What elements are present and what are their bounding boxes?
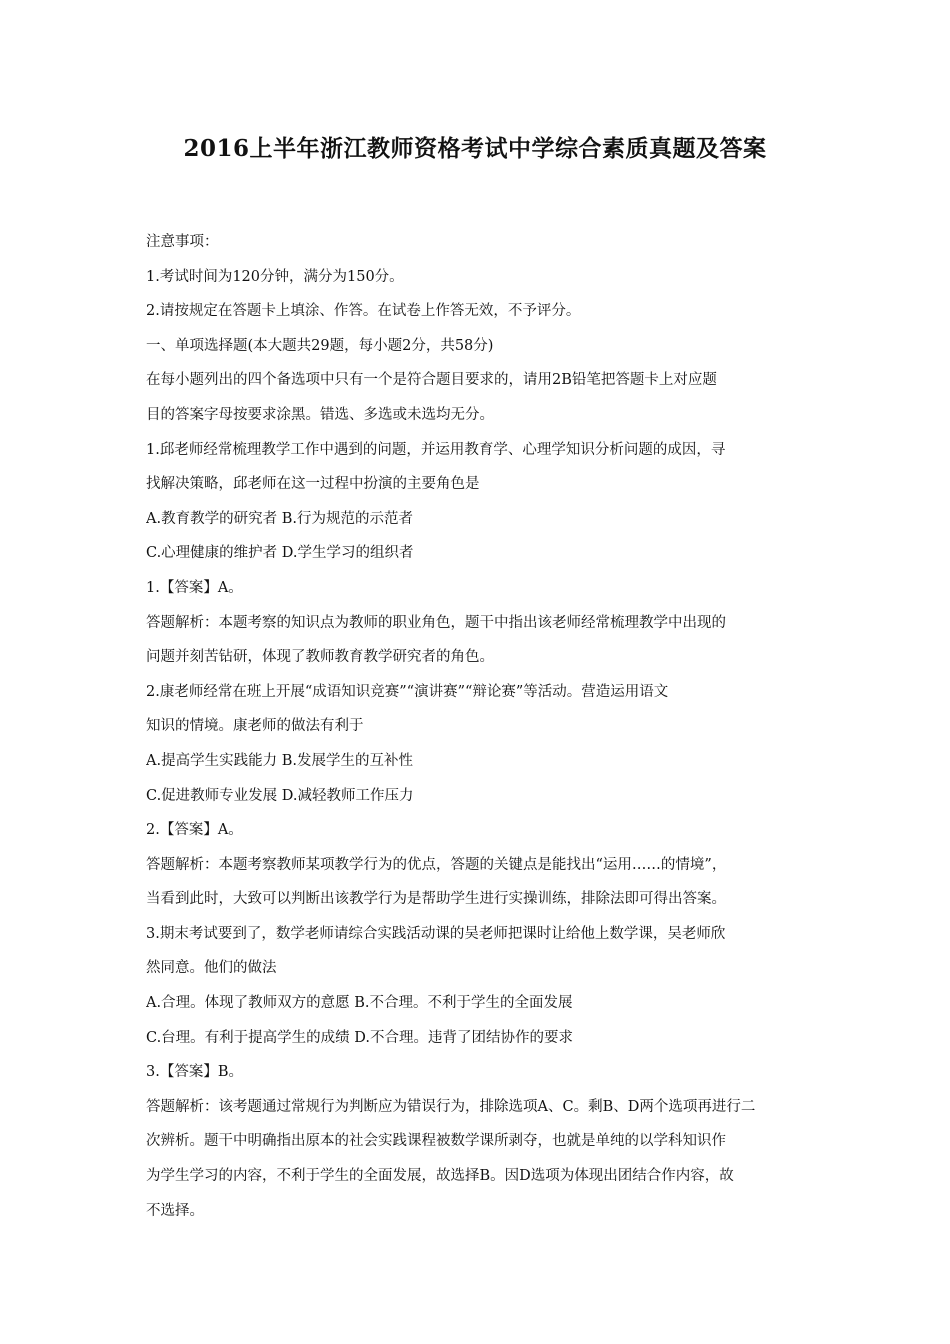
question-3-explanation: 不选择。	[146, 1202, 204, 1219]
section-instruction: 在每小题列出的四个备选项中只有一个是符合题目要求的，请用2B铅笔把答题卡上对应题	[146, 372, 717, 389]
question-1-options: C.心理健康的维护者 D.学生学习的组织者	[146, 545, 414, 562]
question-2-stem: 知识的情境。康老师的做法有利于	[146, 718, 364, 735]
section-heading: 一、单项选择题(本大题共29题，每小题2分，共58分)	[146, 337, 494, 354]
document-body	[146, 225, 826, 1228]
notice-item-1: 1.考试时间为120分钟，满分为150分。	[146, 268, 404, 285]
question-3-options: C.台理。有利于提高学生的成绩 D.不合理。违背了团结协作的要求	[146, 1029, 574, 1046]
question-2-options: A.提高学生实践能力 B.发展学生的互补性	[146, 752, 413, 769]
question-2-explanation: 当看到此时，大致可以判断出该教学行为是帮助学生进行实操训练，排除法即可得出答案。	[146, 891, 726, 908]
section-instruction: 目的答案字母按要求涂黑。错选、多选或未选均无分。	[146, 406, 494, 423]
question-1-stem: 找解决策略，邱老师在这一过程中扮演的主要角色是	[146, 476, 480, 493]
document-title: 2016上半年浙江教师资格考试中学综合素质真题及答案	[183, 135, 767, 162]
question-2-explanation: 答题解析：本题考察教师某项教学行为的优点，答题的关键点是能找出“运用……的情境”，	[146, 856, 727, 873]
question-1-answer: 1.【答案】A。	[146, 579, 243, 596]
question-2-answer: 2.【答案】A。	[146, 822, 243, 839]
question-2-options: C.促进教师专业发展 D.减轻教师工作压力	[146, 787, 414, 804]
question-1-explanation: 问题并刻苦钻研，体现了教师教育教学研究者的角色。	[146, 649, 494, 666]
question-3-stem: 3.期末考试要到了，数学老师请综合实践活动课的吴老师把课时让给他上数学课，吴老师欣	[146, 925, 726, 942]
notice-item-2: 2.请按规定在答题卡上填涂、作答。在试卷上作答无效，不予评分。	[146, 303, 581, 320]
question-3-stem: 然同意。他们的做法	[146, 960, 277, 977]
question-2-stem: 2.康老师经常在班上开展“成语知识竞赛”“演讲赛”“辩论赛”等活动。营造运用语文	[146, 683, 669, 700]
question-3-explanation: 为学生学习的内容，不利于学生的全面发展，故选择B。因D选项为体现出团结合作内容，故	[146, 1168, 734, 1185]
question-1-options: A.教育教学的研究者 B.行为规范的示范者	[146, 510, 413, 527]
question-3-explanation: 次辨析。题干中明确指出原本的社会实践课程被数学课所剥夺，也就是单纯的以学科知识作	[146, 1133, 726, 1150]
notice-heading: 注意事项：	[146, 234, 219, 250]
question-3-options: A.合理。体现了教师双方的意愿 B.不合理。不利于学生的全面发展	[146, 995, 573, 1012]
question-3-explanation: 答题解析：该考题通过常规行为判断应为错误行为，排除选项A、C。剩B、D两个选项再进行二	[146, 1098, 756, 1115]
question-3-answer: 3.【答案】B。	[146, 1064, 243, 1081]
question-1-explanation: 答题解析：本题考察的知识点为教师的职业角色，题干中指出该老师经常梳理教学中出现的	[146, 614, 726, 631]
question-1-stem: 1.邱老师经常梳理教学工作中遇到的问题，并运用教育学、心理学知识分析问题的成因，寻	[146, 441, 726, 458]
